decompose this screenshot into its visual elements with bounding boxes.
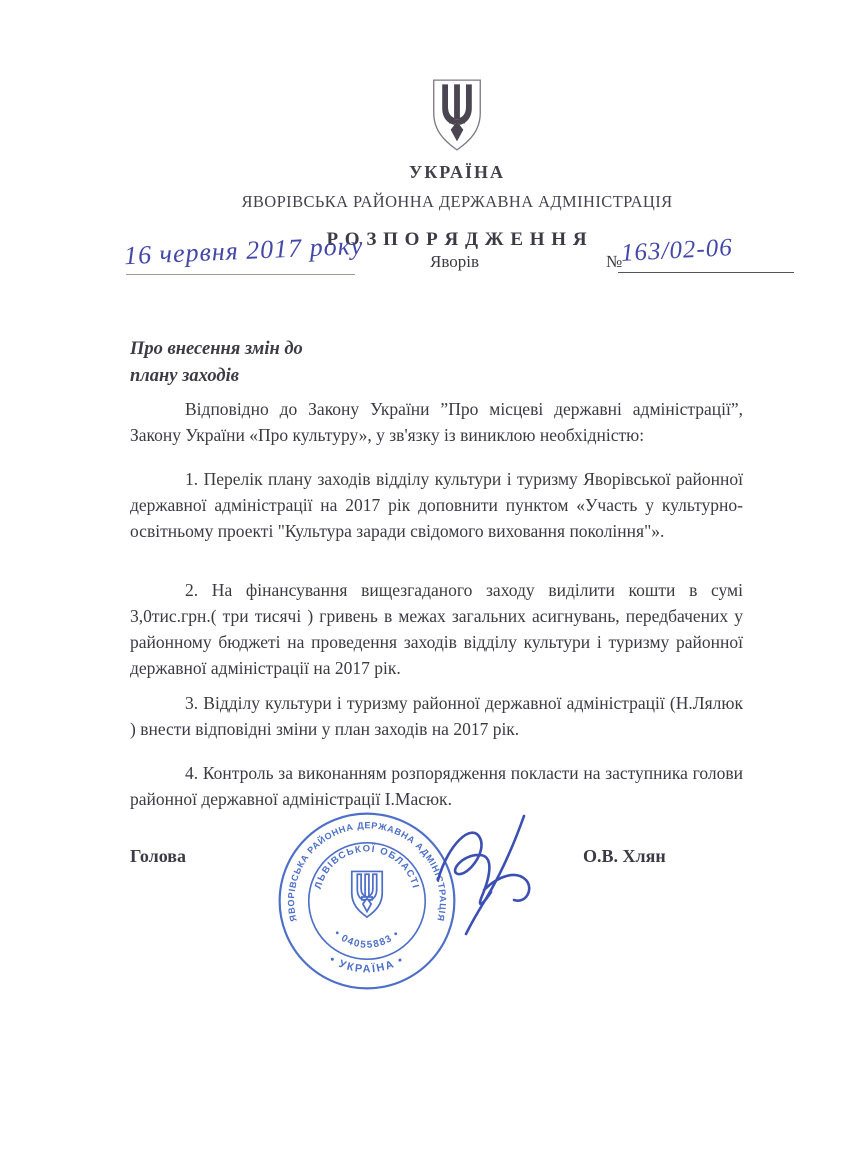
handwritten-signature (424, 810, 562, 955)
stamp-outer-ring-text: ЯВОРІВСЬКА РАЙОННА ДЕРЖАВНА АДМІНІСТРАЦІЯ (286, 820, 448, 923)
stamp-country-text: • УКРАЇНА • (327, 953, 407, 976)
ukraine-trident-emblem-icon (427, 78, 487, 152)
handwritten-date: 16 червня 2017 року (123, 230, 364, 271)
date-underline (126, 274, 355, 275)
handwritten-number: 163/02-06 (620, 234, 734, 267)
stamp-trident-icon (352, 871, 382, 917)
place-name: Яворів (430, 252, 479, 271)
subject-block (130, 336, 303, 390)
stamp-code-text: • 04055883 • (331, 928, 403, 951)
svg-text:• УКРАЇНА • (327, 954, 406, 976)
paragraph-item-3: 3. Відділу культури і туризму районної державної адміністрації (Н.Лялюк ) внести відповідні зміни у план заходів на 2017 рік. (130, 693, 743, 739)
subject-line-1: Про внесення змін до (130, 339, 303, 359)
paragraph-item-1: 1. Перелік плану заходів відділу культури і туризму Яворівської районної державної адміністрації на 2017 рік доповнити пунктом «Участь у культурно-освітньому проекті "Культура заради свідомого виховання покоління"». (130, 469, 743, 541)
document-header (64, 78, 850, 251)
intro-paragraph: Відповідно до Закону України ”Про місцеві державні адміністрації”, Закону України «Про культуру», у зв'язку із виниклою необхідністю: (130, 399, 743, 445)
organization-title: ЯВОРІВСЬКА РАЙОННА ДЕРЖАВНА АДМІНІСТРАЦІЯ (241, 192, 673, 211)
document-type-title: Р О З П О Р Я Д Ж Е Н Н Я (326, 229, 588, 250)
stamp-oblast-text: ЛЬВІВСЬКОЇ ОБЛАСТІ (312, 843, 422, 891)
number-underline (618, 272, 794, 273)
number-label: № (606, 252, 623, 271)
paragraph-item-4: 4. Контроль за виконанням розпорядження покласти на заступника голови районної державної адміністрації І.Масюк. (130, 763, 743, 809)
signer-name: О.В. Хлян (583, 846, 666, 866)
country-title: УКРАЇНА (409, 162, 505, 182)
signer-position: Голова (130, 846, 187, 866)
paragraph-item-2: 2. На фінансування вищезгаданого заходу виділити кошти в сумі 3,0тис.грн.( три тисячі ) гривень в межах загальних асигнувань, передбачених у районному бюджеті на проведення заходів відділу культури і туризму районної державної адміністрації на 2017 рік. (130, 580, 743, 678)
subject-line-2: плану заходів (130, 366, 239, 386)
trident-glyph (442, 84, 472, 141)
svg-text:• 04055883 • (332, 928, 403, 951)
